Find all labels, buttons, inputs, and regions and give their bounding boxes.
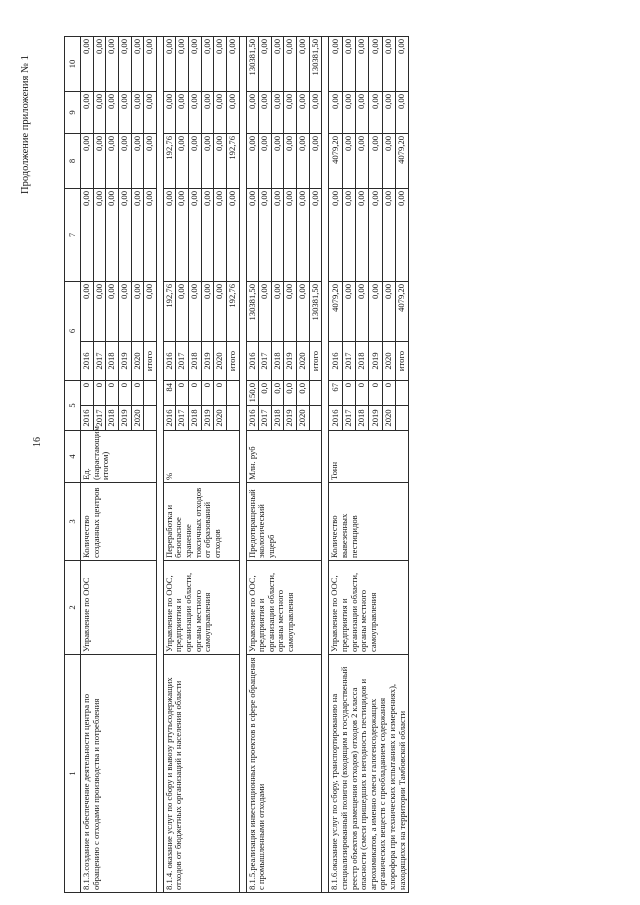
year-cell: 2019 bbox=[201, 406, 214, 431]
indicator-value-cell: 150,0 bbox=[246, 380, 259, 405]
finance-year-cell: 2019 bbox=[369, 341, 382, 380]
continuation-note: Продолжение приложения № 1 bbox=[20, 55, 31, 194]
extra-cell: 0,00 bbox=[93, 36, 106, 91]
regional-cell: 0,00 bbox=[369, 133, 382, 188]
section-separator bbox=[322, 36, 329, 892]
regional-cell: 0,00 bbox=[214, 133, 227, 188]
table-row bbox=[163, 36, 176, 892]
table-row bbox=[329, 36, 342, 892]
federal-cell: 0,00 bbox=[355, 188, 368, 281]
regional-cell: 0,00 bbox=[342, 133, 355, 188]
year-cell: 2020 bbox=[131, 406, 144, 431]
federal-cell: 0,00 bbox=[246, 188, 259, 281]
federal-cell: 0,00 bbox=[214, 188, 227, 281]
finance-year-cell: 2016 bbox=[81, 341, 94, 380]
local-cell: 0,00 bbox=[118, 91, 131, 133]
local-cell: 0,00 bbox=[329, 91, 342, 133]
extra-cell: 0,00 bbox=[226, 36, 239, 91]
local-cell: 0,00 bbox=[297, 91, 310, 133]
year-cell: 2020 bbox=[297, 406, 310, 431]
total-cell: 0,00 bbox=[81, 281, 94, 341]
local-cell: 0,00 bbox=[214, 91, 227, 133]
indicator-value-cell: 0 bbox=[201, 380, 214, 405]
year-cell bbox=[309, 406, 322, 431]
finance-year-cell: 2018 bbox=[271, 341, 284, 380]
local-cell: 0,00 bbox=[189, 91, 202, 133]
extra-cell: 0,00 bbox=[163, 36, 176, 91]
year-cell bbox=[395, 406, 408, 431]
section-separator bbox=[156, 36, 163, 892]
local-cell: 0,00 bbox=[106, 91, 119, 133]
separator-cell bbox=[156, 36, 163, 892]
section-indicator: Количество созданных центров bbox=[81, 483, 157, 561]
finance-year-cell: 2020 bbox=[214, 341, 227, 380]
federal-cell: 0,00 bbox=[226, 188, 239, 281]
regional-cell: 0,00 bbox=[106, 133, 119, 188]
finance-year-cell: итого bbox=[309, 341, 322, 380]
extra-cell: 0,00 bbox=[395, 36, 408, 91]
year-cell: 2019 bbox=[369, 406, 382, 431]
indicator-value-cell: 0 bbox=[369, 380, 382, 405]
separator-cell bbox=[239, 36, 246, 892]
total-cell: 0,00 bbox=[131, 281, 144, 341]
federal-cell: 0,00 bbox=[131, 188, 144, 281]
col-header-2: 2 bbox=[65, 561, 81, 655]
total-cell: 0,00 bbox=[355, 281, 368, 341]
regional-cell: 192,76 bbox=[163, 133, 176, 188]
indicator-value-cell: 0 bbox=[106, 380, 119, 405]
table-row bbox=[81, 36, 94, 892]
local-cell: 0,00 bbox=[201, 91, 214, 133]
year-cell: 2017 bbox=[93, 406, 106, 431]
local-cell: 0,00 bbox=[342, 91, 355, 133]
indicator-value-cell bbox=[309, 380, 322, 405]
regional-cell: 0,00 bbox=[297, 133, 310, 188]
extra-cell: 0,00 bbox=[355, 36, 368, 91]
section-name: 8.1.5.реализация инвестиционных проектов в сфере обращения с промышленными отходами bbox=[246, 655, 322, 893]
year-cell: 2017 bbox=[259, 406, 272, 431]
year-cell: 2017 bbox=[342, 406, 355, 431]
local-cell: 0,00 bbox=[355, 91, 368, 133]
section-executor: Управление по ООС, предприятия и организации области, органы местного самоуправления bbox=[163, 561, 239, 655]
total-cell: 0,00 bbox=[342, 281, 355, 341]
extra-cell: 0,00 bbox=[369, 36, 382, 91]
regional-cell: 4079,20 bbox=[395, 133, 408, 188]
finance-year-cell: 2017 bbox=[259, 341, 272, 380]
extra-cell: 0,00 bbox=[131, 36, 144, 91]
extra-cell: 0,00 bbox=[259, 36, 272, 91]
regional-cell: 0,00 bbox=[144, 133, 157, 188]
local-cell: 0,00 bbox=[131, 91, 144, 133]
total-cell: 0,00 bbox=[284, 281, 297, 341]
local-cell: 0,00 bbox=[271, 91, 284, 133]
federal-cell: 0,00 bbox=[176, 188, 189, 281]
total-cell: 192,76 bbox=[226, 281, 239, 341]
finance-year-cell: 2020 bbox=[131, 341, 144, 380]
col-header-7: 7 bbox=[65, 188, 81, 281]
year-cell: 2018 bbox=[355, 406, 368, 431]
extra-cell: 0,00 bbox=[189, 36, 202, 91]
total-cell: 0,00 bbox=[214, 281, 227, 341]
table-row bbox=[246, 36, 259, 892]
total-cell: 4079,20 bbox=[329, 281, 342, 341]
col-header-6: 6 bbox=[65, 281, 81, 380]
local-cell: 0,00 bbox=[259, 91, 272, 133]
local-cell: 0,00 bbox=[395, 91, 408, 133]
regional-cell: 192,76 bbox=[226, 133, 239, 188]
year-cell bbox=[144, 406, 157, 431]
section-name: 8.1.3.создание и обеспечение деятельности центра по обращению с отходами производства и потребления bbox=[81, 655, 157, 893]
total-cell: 0,00 bbox=[176, 281, 189, 341]
local-cell: 0,00 bbox=[163, 91, 176, 133]
federal-cell: 0,00 bbox=[106, 188, 119, 281]
year-cell: 2016 bbox=[163, 406, 176, 431]
total-cell: 130381,50 bbox=[246, 281, 259, 341]
indicator-value-cell: 0 bbox=[176, 380, 189, 405]
section-indicator: Предотвращенный экологический ущерб bbox=[246, 483, 322, 561]
total-cell: 4079,20 bbox=[395, 281, 408, 341]
federal-cell: 0,00 bbox=[309, 188, 322, 281]
finance-year-cell: 2018 bbox=[106, 341, 119, 380]
extra-cell: 0,00 bbox=[176, 36, 189, 91]
local-cell: 0,00 bbox=[382, 91, 395, 133]
finance-year-cell: 2017 bbox=[93, 341, 106, 380]
year-cell: 2016 bbox=[329, 406, 342, 431]
extra-cell: 0,00 bbox=[144, 36, 157, 91]
extra-cell: 0,00 bbox=[81, 36, 94, 91]
regional-cell: 0,00 bbox=[131, 133, 144, 188]
regional-cell: 0,00 bbox=[259, 133, 272, 188]
indicator-value-cell bbox=[226, 380, 239, 405]
regional-cell: 0,00 bbox=[81, 133, 94, 188]
indicator-value-cell: 0 bbox=[131, 380, 144, 405]
program-table bbox=[64, 36, 409, 893]
federal-cell: 0,00 bbox=[271, 188, 284, 281]
local-cell: 0,00 bbox=[176, 91, 189, 133]
total-cell: 0,00 bbox=[259, 281, 272, 341]
year-cell bbox=[226, 406, 239, 431]
finance-year-cell: итого bbox=[226, 341, 239, 380]
extra-cell: 0,00 bbox=[106, 36, 119, 91]
indicator-value-cell: 0 bbox=[93, 380, 106, 405]
local-cell: 0,00 bbox=[93, 91, 106, 133]
section-indicator: Переработка и безопасное хранение токсичных отходов от образований отходов bbox=[163, 483, 239, 561]
section-indicator: Количество вывезенных пестицидов bbox=[329, 483, 409, 561]
total-cell: 0,00 bbox=[382, 281, 395, 341]
year-cell: 2019 bbox=[284, 406, 297, 431]
indicator-value-cell bbox=[144, 380, 157, 405]
finance-year-cell: 2019 bbox=[284, 341, 297, 380]
year-cell: 2019 bbox=[118, 406, 131, 431]
year-cell: 2016 bbox=[246, 406, 259, 431]
indicator-value-cell: 0 bbox=[342, 380, 355, 405]
local-cell: 0,00 bbox=[144, 91, 157, 133]
regional-cell: 4079,20 bbox=[329, 133, 342, 188]
year-cell: 2018 bbox=[189, 406, 202, 431]
finance-year-cell: 2019 bbox=[201, 341, 214, 380]
indicator-value-cell: 84 bbox=[163, 380, 176, 405]
total-cell: 0,00 bbox=[118, 281, 131, 341]
regional-cell: 0,00 bbox=[201, 133, 214, 188]
finance-year-cell: итого bbox=[144, 341, 157, 380]
indicator-value-cell: 0,0 bbox=[259, 380, 272, 405]
year-cell: 2016 bbox=[81, 406, 94, 431]
federal-cell: 0,00 bbox=[342, 188, 355, 281]
section-executor: Управление по ООС bbox=[81, 561, 157, 655]
col-header-5: 5 bbox=[65, 380, 81, 430]
finance-year-cell: 2018 bbox=[189, 341, 202, 380]
federal-cell: 0,00 bbox=[284, 188, 297, 281]
federal-cell: 0,00 bbox=[297, 188, 310, 281]
year-cell: 2020 bbox=[382, 406, 395, 431]
federal-cell: 0,00 bbox=[144, 188, 157, 281]
finance-year-cell: 2017 bbox=[176, 341, 189, 380]
section-unit: Ед. (нарастающим итогом) bbox=[81, 431, 157, 483]
extra-cell: 0,00 bbox=[118, 36, 131, 91]
col-header-10: 10 bbox=[65, 36, 81, 91]
federal-cell: 0,00 bbox=[93, 188, 106, 281]
page-number: 16 bbox=[32, 437, 43, 447]
extra-cell: 0,00 bbox=[342, 36, 355, 91]
regional-cell: 0,00 bbox=[355, 133, 368, 188]
extra-cell: 0,00 bbox=[271, 36, 284, 91]
section-separator bbox=[239, 36, 246, 892]
year-cell: 2017 bbox=[176, 406, 189, 431]
federal-cell: 0,00 bbox=[395, 188, 408, 281]
indicator-value-cell: 0 bbox=[81, 380, 94, 405]
section-unit: Тонн bbox=[329, 431, 409, 483]
regional-cell: 0,00 bbox=[176, 133, 189, 188]
extra-cell: 0,00 bbox=[201, 36, 214, 91]
federal-cell: 0,00 bbox=[81, 188, 94, 281]
regional-cell: 0,00 bbox=[246, 133, 259, 188]
indicator-value-cell: 0 bbox=[214, 380, 227, 405]
section-unit: % bbox=[163, 431, 239, 483]
federal-cell: 0,00 bbox=[259, 188, 272, 281]
local-cell: 0,00 bbox=[246, 91, 259, 133]
local-cell: 0,00 bbox=[284, 91, 297, 133]
total-cell: 0,00 bbox=[189, 281, 202, 341]
col-header-3: 3 bbox=[65, 483, 81, 561]
col-header-1: 1 bbox=[65, 655, 81, 893]
regional-cell: 0,00 bbox=[118, 133, 131, 188]
section-unit: Млн. руб bbox=[246, 431, 322, 483]
col-header-8: 8 bbox=[65, 133, 81, 188]
header-row bbox=[65, 36, 81, 892]
local-cell: 0,00 bbox=[81, 91, 94, 133]
federal-cell: 0,00 bbox=[382, 188, 395, 281]
extra-cell: 0,00 bbox=[329, 36, 342, 91]
total-cell: 0,00 bbox=[297, 281, 310, 341]
total-cell: 0,00 bbox=[201, 281, 214, 341]
federal-cell: 0,00 bbox=[118, 188, 131, 281]
finance-year-cell: 2020 bbox=[382, 341, 395, 380]
federal-cell: 0,00 bbox=[163, 188, 176, 281]
section-executor: Управление по ООС, предприятия и организации области, органы местного самоуправления bbox=[329, 561, 409, 655]
local-cell: 0,00 bbox=[369, 91, 382, 133]
indicator-value-cell bbox=[395, 380, 408, 405]
indicator-value-cell: 0 bbox=[382, 380, 395, 405]
regional-cell: 0,00 bbox=[382, 133, 395, 188]
local-cell: 0,00 bbox=[226, 91, 239, 133]
indicator-value-cell: 0,0 bbox=[297, 380, 310, 405]
regional-cell: 0,00 bbox=[189, 133, 202, 188]
total-cell: 0,00 bbox=[271, 281, 284, 341]
col-header-9: 9 bbox=[65, 91, 81, 133]
section-executor: Управление по ООС, предприятия и организации области, органы местного самоуправления bbox=[246, 561, 322, 655]
federal-cell: 0,00 bbox=[189, 188, 202, 281]
federal-cell: 0,00 bbox=[369, 188, 382, 281]
indicator-value-cell: 0 bbox=[355, 380, 368, 405]
federal-cell: 0,00 bbox=[329, 188, 342, 281]
federal-cell: 0,00 bbox=[201, 188, 214, 281]
indicator-value-cell: 0,0 bbox=[271, 380, 284, 405]
section-name: 8.1.4. оказание услуг по сбору и вывозу ртутьсодержащих отходов от бюджетных организаций и населения области bbox=[163, 655, 239, 893]
year-cell: 2020 bbox=[214, 406, 227, 431]
local-cell: 0,00 bbox=[309, 91, 322, 133]
indicator-value-cell: 0,0 bbox=[284, 380, 297, 405]
total-cell: 0,00 bbox=[106, 281, 119, 341]
year-cell: 2018 bbox=[106, 406, 119, 431]
finance-year-cell: 2016 bbox=[163, 341, 176, 380]
finance-year-cell: 2020 bbox=[297, 341, 310, 380]
separator-cell bbox=[322, 36, 329, 892]
section-name: 8.1.6.оказание услуг по сбору, транспортированию на специализированный полигон (входящим в государственный реестр объектов размещения отходов) отходов 2 класса опасности (смеси пришедших в негодность пестицидов и агрохимикатов, а именно смеси галогенсодержащих органических веществ с преобладанием содержания хлорофора при технических испытаниях и измерениях), находящихся на территории Тамбовской области bbox=[329, 655, 409, 893]
regional-cell: 0,00 bbox=[271, 133, 284, 188]
extra-cell: 130381,50 bbox=[246, 36, 259, 91]
indicator-value-cell: 67 bbox=[329, 380, 342, 405]
indicator-value-cell: 0 bbox=[118, 380, 131, 405]
extra-cell: 0,00 bbox=[214, 36, 227, 91]
year-cell: 2018 bbox=[271, 406, 284, 431]
finance-year-cell: 2018 bbox=[355, 341, 368, 380]
extra-cell: 130381,50 bbox=[309, 36, 322, 91]
finance-year-cell: 2016 bbox=[329, 341, 342, 380]
extra-cell: 0,00 bbox=[284, 36, 297, 91]
finance-year-cell: итого bbox=[395, 341, 408, 380]
total-cell: 0,00 bbox=[369, 281, 382, 341]
finance-year-cell: 2016 bbox=[246, 341, 259, 380]
col-header-4: 4 bbox=[65, 431, 81, 483]
total-cell: 0,00 bbox=[144, 281, 157, 341]
extra-cell: 0,00 bbox=[382, 36, 395, 91]
extra-cell: 0,00 bbox=[297, 36, 310, 91]
regional-cell: 0,00 bbox=[284, 133, 297, 188]
total-cell: 0,00 bbox=[93, 281, 106, 341]
indicator-value-cell: 0 bbox=[189, 380, 202, 405]
regional-cell: 0,00 bbox=[309, 133, 322, 188]
table-body bbox=[81, 36, 409, 892]
total-cell: 130381,50 bbox=[309, 281, 322, 341]
total-cell: 192,76 bbox=[163, 281, 176, 341]
finance-year-cell: 2017 bbox=[342, 341, 355, 380]
regional-cell: 0,00 bbox=[93, 133, 106, 188]
finance-year-cell: 2019 bbox=[118, 341, 131, 380]
